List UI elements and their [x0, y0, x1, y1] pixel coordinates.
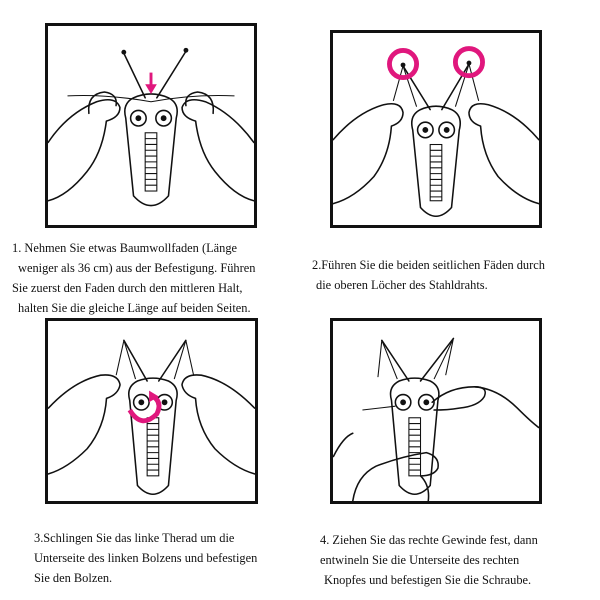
fingers-right [432, 387, 485, 410]
threader-body [412, 106, 460, 216]
right-hand [469, 104, 539, 204]
threader-diagram-4 [333, 321, 539, 501]
step-3-line-1: 3.Schlingen Sie das linke Therad um die [34, 531, 235, 545]
steel-wires [382, 338, 454, 381]
right-hand [182, 375, 255, 474]
threader-diagram-3 [48, 321, 255, 501]
step-1-line-4: halten Sie die gleiche Länge auf beiden Seiten. [18, 301, 251, 315]
step-4-line-3: Knopfes und befestigen Sie die Schraube. [324, 573, 532, 587]
thread [378, 338, 453, 379]
step-4-caption [320, 530, 538, 590]
left-hand [48, 100, 120, 201]
step-2-line-1: 2.Führen Sie die beiden seitlichen Fäden durch [312, 258, 545, 272]
step-1-line-1: 1. Nehmen Sie etwas Baumwollfaden (Länge [12, 241, 238, 255]
left-hand [48, 375, 120, 474]
step-4-line-1: 4. Ziehen Sie das rechte Gewinde fest, dann [320, 533, 538, 547]
step-1-caption [10, 238, 255, 318]
thread-end [362, 406, 395, 410]
left-hand [353, 453, 438, 501]
threader-body [391, 378, 439, 494]
illustration-step-2 [330, 30, 542, 228]
steel-wires [124, 340, 186, 381]
step-3-line-3: Sie den Bolzen. [34, 571, 113, 585]
coil-spring [430, 145, 442, 201]
step-3-line-2: Unterseite des linken Bolzens und befestigen [34, 551, 258, 565]
illustration-step-3 [45, 318, 258, 504]
illustration-step-4 [330, 318, 542, 504]
step-4-line-2: entwineln Sie die Unterseite des rechten [320, 553, 520, 567]
step-1-line-3: Sie zuerst den Faden durch den mittleren Halt, [12, 281, 243, 295]
step-3-caption [34, 528, 257, 588]
step-1-line-2: weniger als 36 cm) aus der Befestigung. Führen [18, 261, 256, 275]
steel-wires [124, 51, 186, 98]
step-2-line-2: die oberen Löcher des Stahldrahts. [316, 278, 488, 292]
illustration-step-1 [45, 23, 257, 228]
threader-diagram-2 [333, 33, 539, 225]
step-2-caption [312, 255, 545, 295]
threader-diagram-1 [48, 26, 254, 225]
left-hand [333, 104, 403, 204]
right-hand [182, 100, 254, 201]
